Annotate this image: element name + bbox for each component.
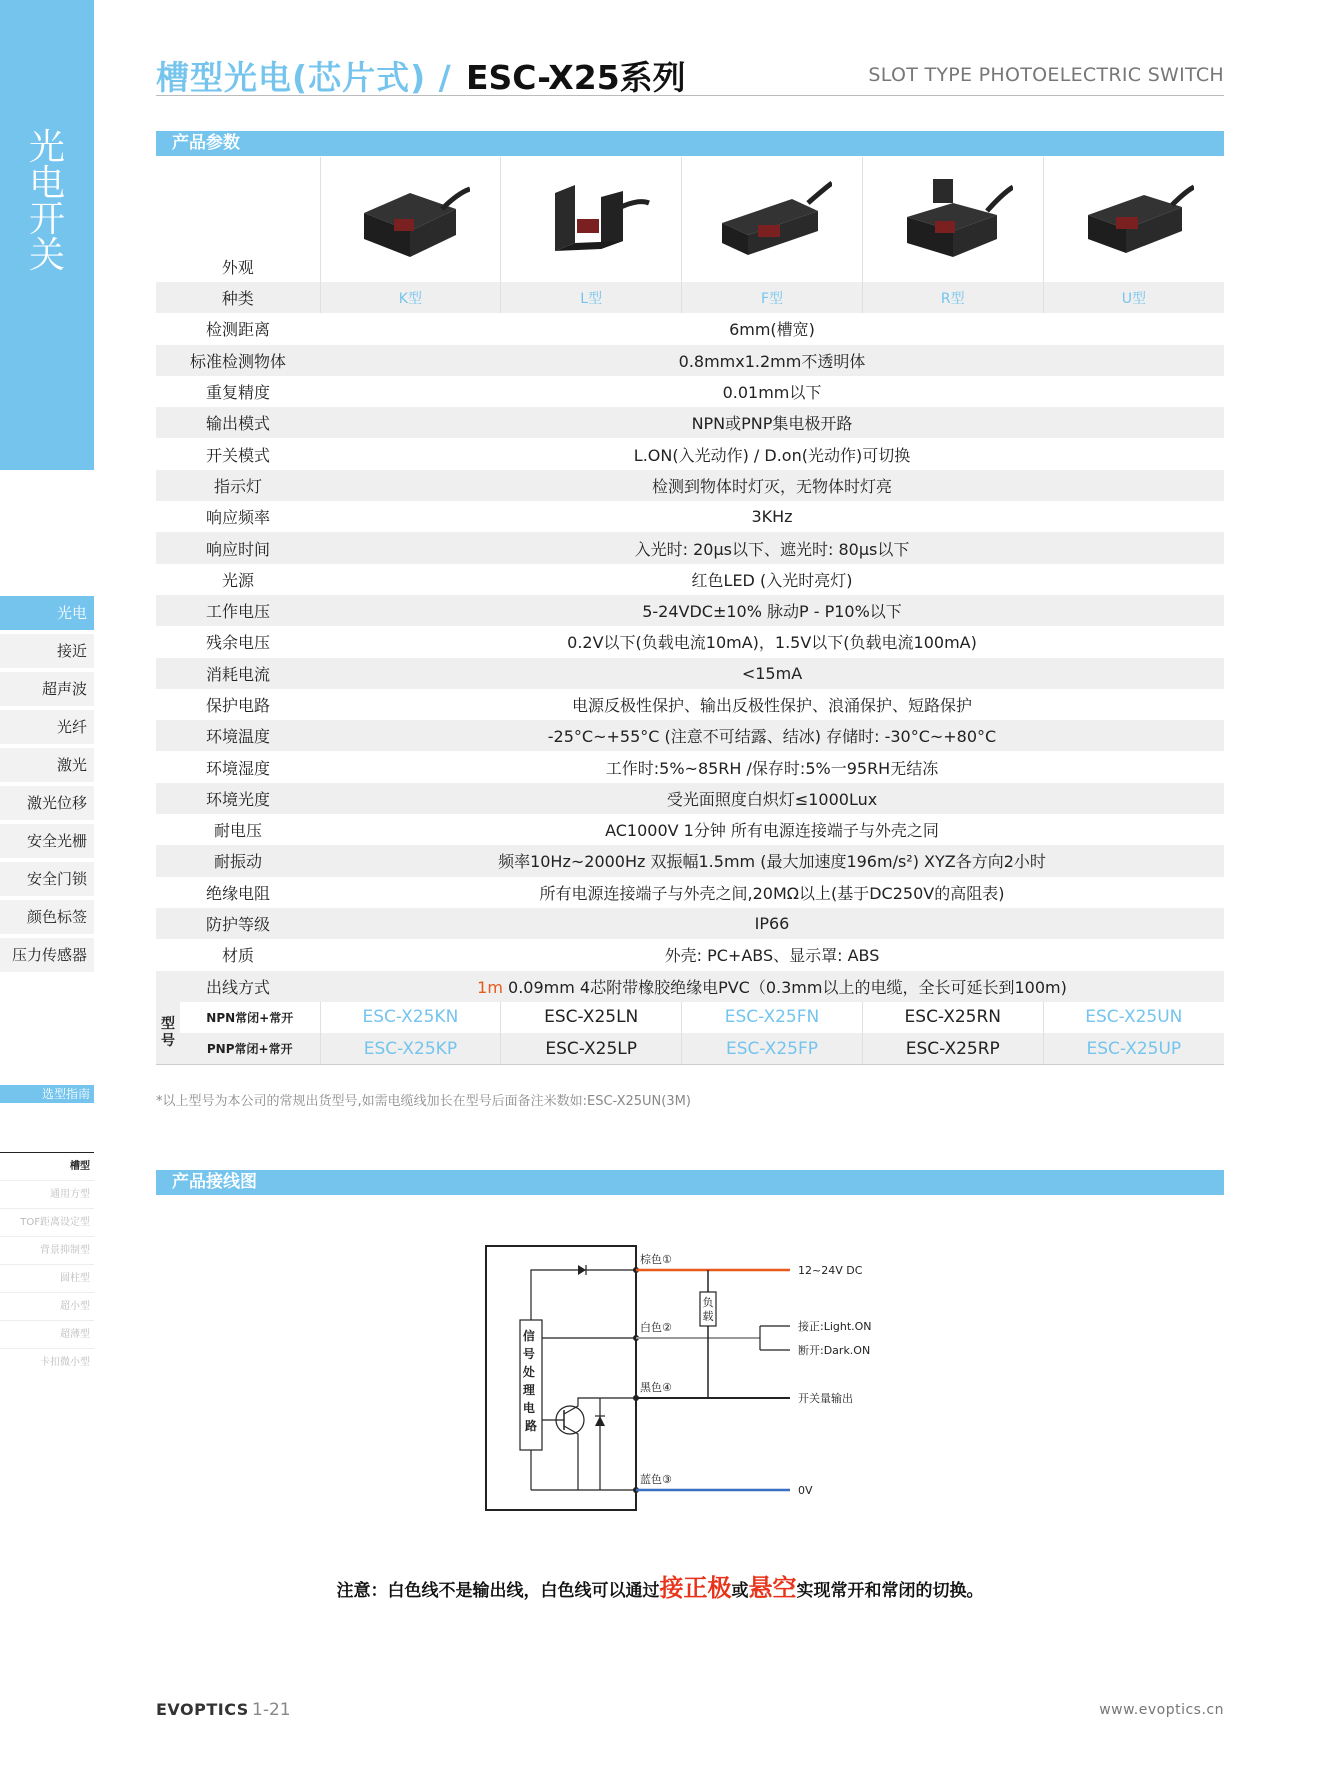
note-emphasis-floating: 悬空: [748, 1574, 797, 1602]
sub-item-snap-mini[interactable]: 卡扣微小型: [0, 1348, 94, 1376]
spec-row: [156, 814, 1224, 845]
spec-label: 环境光度: [156, 783, 320, 814]
section-title-params: 产品参数: [156, 131, 1224, 156]
spec-value: 0.01mm以下: [722, 383, 822, 403]
model-l-npn: ESC-X25LN: [501, 1002, 682, 1033]
spec-label: 指示灯: [156, 470, 320, 501]
spec-label: 响应频率: [205, 508, 270, 528]
sidebar-item-safety-lock[interactable]: 安全门锁: [0, 862, 94, 896]
page-title-cn: 槽型光电(芯片式) /: [156, 58, 452, 97]
npn-label: NPN常闭+常开: [206, 1010, 294, 1025]
spec-label: 残余电压: [205, 633, 270, 653]
note-mid: 或: [731, 1581, 749, 1601]
label-black: 黑色④: [640, 1381, 672, 1394]
spec-table: [156, 157, 1224, 1065]
spec-row: [156, 376, 1224, 407]
sensor-image-l: [501, 157, 682, 282]
spec-value: 受光面照度白炽灯≤1000Lux: [320, 783, 1224, 814]
spec-label: 耐电压: [213, 821, 262, 841]
spec-label: 环境湿度: [205, 758, 270, 778]
spec-label: 开关模式: [205, 445, 270, 465]
spec-label: 重复精度: [205, 383, 270, 403]
spec-row: [156, 720, 1224, 751]
model-k-npn: ESC-X25KN: [320, 1002, 501, 1033]
spec-label: 防护等级: [156, 908, 320, 939]
sub-item-cylinder[interactable]: 圆柱型: [0, 1264, 94, 1292]
cable-label: 出线方式: [156, 971, 320, 1002]
model-label: 型号: [156, 1002, 180, 1065]
sidebar-item-color-label[interactable]: 颜色标签: [0, 900, 94, 934]
model-r-pnp: ESC-X25RP: [862, 1033, 1043, 1064]
spec-value: IP66: [320, 908, 1224, 939]
sidebar-item-safety-curtain[interactable]: 安全光栅: [0, 824, 94, 858]
selection-guide-label: 选型指南: [0, 1085, 94, 1103]
spec-value: <15mA: [320, 658, 1224, 689]
label-supply: 12~24V DC: [798, 1264, 863, 1277]
sub-item-ultra-small[interactable]: 超小型: [0, 1292, 94, 1320]
spec-row: [156, 626, 1224, 657]
spec-row: [156, 564, 1224, 595]
sidebar-item-photoelectric[interactable]: 光电: [0, 596, 94, 630]
spec-label: 耐振动: [156, 845, 320, 876]
spec-value: 0.8mmx1.2mm不透明体: [320, 345, 1224, 376]
spec-row: [156, 407, 1224, 438]
pnp-label: PNP常闭+常开: [180, 1033, 320, 1064]
vertical-char: 光: [28, 127, 65, 168]
spec-label: 绝缘电阻: [205, 883, 270, 903]
sensor-image-k: [320, 157, 501, 282]
sidebar-category-nav: [0, 596, 94, 976]
spec-label: 材质: [221, 946, 254, 966]
section-title-wiring: 产品接线图: [156, 1170, 1224, 1195]
spec-label: 检测距离: [205, 320, 270, 340]
sensor-image-r: [862, 157, 1043, 282]
spec-row: [156, 532, 1224, 563]
spec-row: [156, 595, 1224, 626]
model-footnote: *以上型号为本公司的常规出货型号,如需电缆线加长在型号后面备注米数如:ESC-X25UN(3M): [156, 1094, 691, 1109]
spec-label: 工作电压: [156, 595, 320, 626]
sub-item-general-square[interactable]: 通用方型: [0, 1180, 94, 1208]
spec-value: 外壳: PC+ABS、显示罩: ABS: [664, 946, 880, 966]
spec-value: 6mm(槽宽): [729, 320, 815, 340]
spec-row: [156, 313, 1224, 344]
cable-value-text: 0.09mm 4芯附带橡胶绝缘电PVC（0.3mm以上的电缆，全长可延长到100m): [502, 977, 1067, 997]
appearance-row: [156, 157, 1224, 282]
spec-row: [156, 501, 1224, 532]
spec-value: 所有电源连接端子与外壳之间,20MΩ以上(基于DC250V的高阻表): [539, 883, 1005, 903]
sidebar-item-pressure[interactable]: 压力传感器: [0, 938, 94, 972]
wiring-diagram: [470, 1230, 930, 1530]
model-k-pnp: ESC-X25KP: [320, 1033, 501, 1064]
spec-value: 电源反极性保护、输出反极性保护、浪涌保护、短路保护: [571, 696, 972, 715]
page-title-en: SLOT TYPE PHOTOELECTRIC SWITCH: [868, 64, 1224, 86]
vertical-char: 开: [28, 199, 65, 240]
label-0v: 0V: [798, 1484, 813, 1497]
spec-value: NPN或PNP集电极开路: [320, 407, 1224, 438]
model-l-pnp: ESC-X25LP: [501, 1033, 682, 1064]
spec-value: 入光时: 20μs以下、遮光时: 80μs以下: [320, 532, 1224, 563]
brand-logo: EVOPTICS: [156, 1700, 249, 1719]
sub-item-background-suppression[interactable]: 背景抑制型: [0, 1236, 94, 1264]
svg-text:信 号 处 理 电: 信 号 处 理 电 路: [522, 1329, 538, 1433]
type-l: L型: [501, 282, 682, 313]
sub-item-slot[interactable]: 槽型: [0, 1152, 94, 1180]
spec-row: [156, 939, 1224, 970]
spec-value: 频率10Hz~2000Hz 双振幅1.5mm (最大加速度196m/s²) XYZ各方向2小时: [320, 845, 1224, 876]
sub-item-ultra-thin[interactable]: 超薄型: [0, 1320, 94, 1348]
page-title-series: ESC-X25系列: [466, 58, 686, 97]
label-brown: 棕色①: [640, 1253, 672, 1266]
spec-value: -25°C~+55°C (注意不可结露、结冰) 存储时: -30°C~+80°C: [320, 720, 1224, 751]
vertical-char: 关: [28, 235, 65, 276]
spec-label: 光源: [221, 570, 254, 590]
spec-value: AC1000V 1分钟 所有电源连接端子与外壳之同: [605, 821, 939, 841]
spec-value: 5-24VDC±10% 脉动P - P10%以下: [320, 595, 1224, 626]
cable-value: [320, 971, 1224, 1002]
spec-value: 工作时:5%~85RH /保存时:5%一95RH无结冻: [605, 758, 939, 778]
spec-row: [156, 845, 1224, 876]
vertical-char: 电: [28, 163, 65, 204]
sidebar-vertical-title: [24, 127, 70, 276]
spec-value: 检测到物体时灯灭，无物体时灯亮: [320, 470, 1224, 501]
model-u-npn: ESC-X25UN: [1043, 1002, 1224, 1033]
spec-row: [156, 658, 1224, 689]
type-row: [156, 282, 1224, 313]
spec-value: 红色LED (入光时亮灯): [691, 570, 853, 590]
model-u-pnp: ESC-X25UP: [1043, 1033, 1224, 1064]
note-emphasis-positive: 接正极: [659, 1574, 732, 1602]
spec-label: 环境温度: [156, 720, 320, 751]
spec-row: [156, 470, 1224, 501]
page-header: [156, 48, 1224, 96]
spec-row: [156, 877, 1224, 908]
type-r: R型: [862, 282, 1043, 313]
wiring-note: [0, 1568, 1320, 1603]
spec-label: 标准检测物体: [156, 345, 320, 376]
spec-row: [156, 438, 1224, 469]
spec-label: 输出模式: [156, 407, 320, 438]
spec-label: 保护电路: [205, 696, 270, 715]
spec-value: 3KHz: [751, 507, 793, 527]
note-prefix: 注意：白色线不是输出线，白色线可以通过: [336, 1581, 660, 1601]
type-label: 种类: [156, 282, 320, 313]
label-white: 白色②: [640, 1321, 672, 1334]
circuit-char: 信: [522, 1329, 535, 1343]
model-r-npn: ESC-X25RN: [862, 1002, 1043, 1033]
label-output: 开关量输出: [798, 1392, 853, 1405]
spec-value: 0.2V以下(负载电流10mA)，1.5V以下(负载电流100mA): [567, 633, 977, 653]
sidebar-item-laser-displacement[interactable]: 激光位移: [0, 786, 94, 820]
model-f-npn: ESC-X25FN: [682, 1002, 863, 1033]
spec-value: L.ON(入光动作) / D.on(光动作)可切换: [633, 445, 911, 465]
npn-model-row: [156, 1002, 1224, 1033]
selection-guide-nav: [0, 1152, 94, 1376]
label-dark-on: 断开:Dark.ON: [798, 1344, 871, 1357]
label-light-on: 接正:Light.ON: [798, 1320, 872, 1333]
cable-row: [156, 971, 1224, 1002]
sidebar-item-ultrasonic[interactable]: 超声波: [0, 672, 94, 706]
type-u: U型: [1043, 282, 1224, 313]
spec-label: 响应时间: [156, 532, 320, 563]
spec-label: 消耗电流: [156, 658, 320, 689]
cable-length-highlight: 1m: [477, 977, 503, 997]
spec-row: [156, 689, 1224, 720]
page-number: 1-21: [252, 1700, 291, 1720]
spec-row: [156, 783, 1224, 814]
sidebar-item-proximity[interactable]: 接近: [0, 634, 94, 668]
label-blue: 蓝色③: [640, 1473, 672, 1486]
sidebar-item-laser[interactable]: 激光: [0, 748, 94, 782]
pnp-model-row: [156, 1033, 1224, 1064]
website-url[interactable]: www.evoptics.cn: [1099, 1702, 1224, 1718]
circuit-box: [486, 1246, 636, 1510]
type-f: F型: [682, 282, 863, 313]
sidebar-item-fiber[interactable]: 光纤: [0, 710, 94, 744]
diode-icon: [578, 1265, 586, 1275]
svg-text:负载: 负载: [702, 1296, 714, 1323]
spec-row: [156, 908, 1224, 939]
model-f-pnp: ESC-X25FP: [682, 1033, 863, 1064]
appearance-label: 外观: [221, 258, 254, 277]
spec-row: [156, 751, 1224, 782]
note-suffix: 实现常开和常闭的切换。: [796, 1581, 984, 1601]
sensor-image-u: [1043, 157, 1224, 282]
type-k: K型: [320, 282, 501, 313]
spec-row: [156, 345, 1224, 376]
sensor-image-f: [682, 157, 863, 282]
sub-item-tof[interactable]: TOF距离设定型: [0, 1208, 94, 1236]
